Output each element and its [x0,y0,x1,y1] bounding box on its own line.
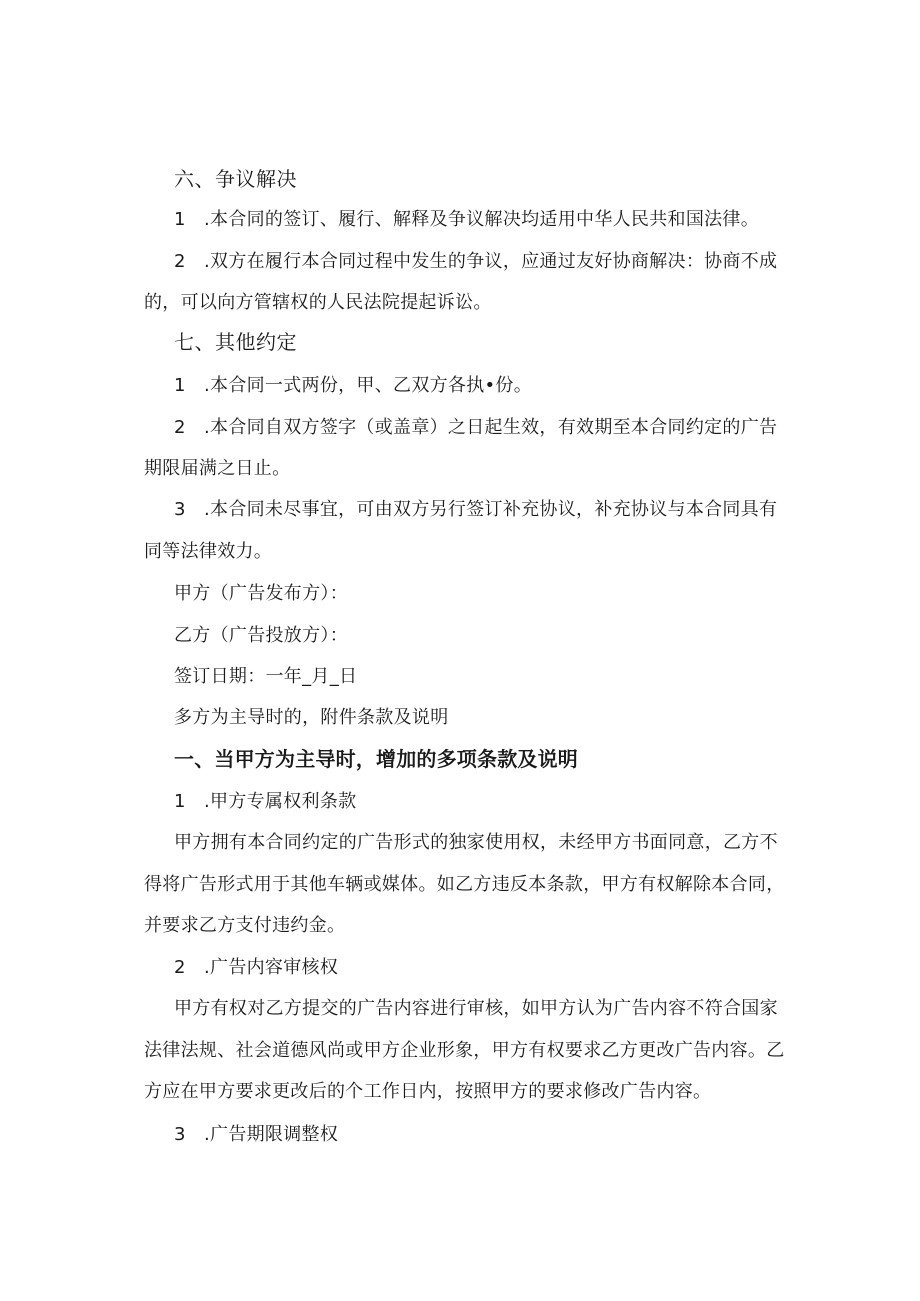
clause-number: 2 [174,957,186,978]
section-six-item-2 [174,250,777,274]
clause-3-title [174,1123,338,1147]
clause-1-line-1: 甲方拥有本合同约定的广告形式的独家使用权，未经甲方书面同意，乙方不 [174,832,778,853]
party-b-label: 乙方（广告投放方）： [174,625,348,646]
item-number: 1 [174,209,186,230]
clause-title-text: .甲方专属权利条款 [204,791,357,812]
appendix-intro: 多方为主导时的，附件条款及说明 [174,707,449,728]
clause-1-line-3: 并要求乙方支付违约金。 [144,915,346,936]
clause-2-line-2: 法律法规、社会道德风尚或甲方企业形象，甲方有权要求乙方更改广告内容。乙 [144,1040,785,1061]
item-text: .本合同一式两份，甲、乙双方各执•份。 [204,375,533,396]
clause-number: 3 [174,1124,186,1145]
clause-2-line-3: 方应在甲方要求更改后的个工作日内，按照甲方的要求修改广告内容。 [144,1081,712,1102]
clause-title-text: .广告内容审核权 [204,957,339,978]
section-seven-item-3 [174,498,777,522]
clause-1-line-2: 得将广告形式用于其他车辆或媒体。如乙方违反本条款，甲方有权解除本合同， [144,874,785,895]
section-six-item-2-cont: 的，可以向方管辖权的人民法院提起诉讼。 [144,292,492,313]
clause-title-text: .广告期限调整权 [204,1124,339,1145]
party-a-label: 甲方（广告发布方）： [174,583,348,604]
section-six-item-1 [174,208,759,232]
section-seven-title: 七、其他约定 [174,330,297,354]
item-number: 3 [174,499,186,520]
clause-1-title [174,790,356,814]
signing-date-label: 签订日期：一年_月_日 [174,666,358,687]
item-number: 2 [174,251,186,272]
item-text: .本合同的签订、履行、解释及争议解决均适用中华人民共和国法律。 [204,209,760,230]
item-text: .本合同未尽事宜，可由双方另行签订补充协议，补充协议与本合同具有 [204,499,778,520]
item-text: .本合同自双方签字（或盖章）之日起生效，有效期至本合同约定的广告 [204,417,778,438]
item-number: 2 [174,417,186,438]
item-number: 1 [174,375,186,396]
section-six-title: 六、争议解决 [174,167,297,191]
appendix-title: 一、当甲方为主导时，增加的多项条款及说明 [174,747,578,771]
clause-number: 1 [174,791,186,812]
clause-2-line-1: 甲方有权对乙方提交的广告内容进行审核，如甲方认为广告内容不符合国家 [174,998,778,1019]
clause-2-title [174,956,338,980]
item-text: .双方在履行本合同过程中发生的争议，应通过友好协商解决：协商不成 [204,251,778,272]
section-seven-item-2 [174,416,777,440]
section-seven-item-3-cont: 同等法律效力。 [144,541,273,562]
section-seven-item-1 [174,374,532,398]
section-seven-item-2-cont: 期限届满之日止。 [144,458,291,479]
